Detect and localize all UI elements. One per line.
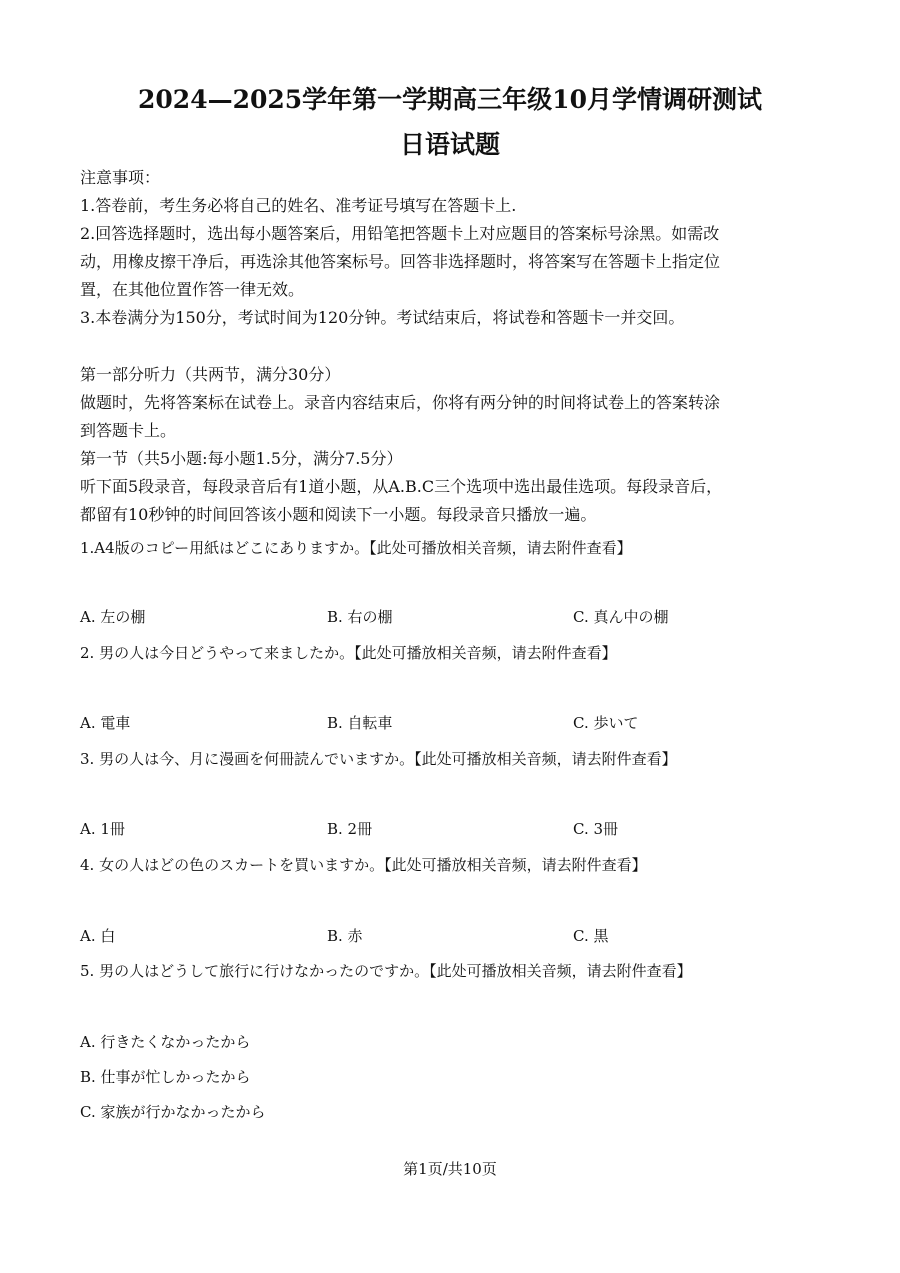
notice-line: 动，用橡皮擦干净后，再选涂其他答案标号。回答非选择题时，将答案写在答题卡上指定位 <box>80 252 721 271</box>
notice-line: 置，在其他位置作答一律无效。 <box>80 280 305 299</box>
section1-heading: 第一节（共5小题:每小题1.5分，满分7.5分） <box>80 449 403 468</box>
part1-instruction: 到答题卡上。 <box>80 421 177 440</box>
notice-line: 3.本卷满分为150分，考试时间为120分钟。考试结束后，将试卷和答题卡一并交回。 <box>80 308 685 327</box>
question-1: 1.A4版のコピー用紙はどこにありますか。【此处可播放相关音频，请去附件查看】 <box>80 539 632 557</box>
part1-heading: 第一部分听力（共两节，满分30分） <box>80 365 341 384</box>
part1-instruction: 做题时，先将答案标在试卷上。录音内容结束后，你将有两分钟的时间将试卷上的答案转涂 <box>80 393 721 412</box>
question-5-option-a: A. 行きたくなかったから <box>80 1033 251 1051</box>
question-1-option-c: C. 真ん中の棚 <box>573 608 669 626</box>
question-4-option-b: B. 赤 <box>327 927 363 945</box>
notice-line: 2.回答选择题时，选出每小题答案后，用铅笔把答题卡上对应题目的答案标号涂黑。如需改 <box>80 224 720 243</box>
question-2-option-c: C. 歩いて <box>573 714 639 732</box>
notice-heading: 注意事项： <box>80 168 161 187</box>
question-2-option-a: A. 電車 <box>80 714 131 732</box>
question-3-option-c: C. 3冊 <box>573 820 619 838</box>
page-number: 第1页/共10页 <box>403 1160 497 1178</box>
question-1-option-b: B. 右の棚 <box>327 608 393 626</box>
question-5-option-b: B. 仕事が忙しかったから <box>80 1068 251 1086</box>
question-4-option-c: C. 黒 <box>573 927 609 945</box>
question-4-option-a: A. 白 <box>80 927 116 945</box>
question-3-option-b: B. 2冊 <box>327 820 373 838</box>
question-5: 5. 男の人はどうして旅行に行けなかったのですか。【此处可播放相关音频，请去附件查看】 <box>80 962 692 980</box>
page-title: 2024—2025学年第一学期高三年级10月学情调研测试 <box>138 85 762 114</box>
question-5-option-c: C. 家族が行かなかったから <box>80 1103 266 1121</box>
section1-instruction: 听下面5段录音，每段录音后有1道小题，从A.B.C三个选项中选出最佳选项。每段录音后， <box>80 477 723 496</box>
question-3-option-a: A. 1冊 <box>80 820 125 838</box>
question-3: 3. 男の人は今、月に漫画を何冊読んでいますか。【此处可播放相关音频，请去附件查看】 <box>80 750 677 768</box>
question-1-option-a: A. 左の棚 <box>80 608 146 626</box>
notice-line: 1.答卷前，考生务必将自己的姓名、准考证号填写在答题卡上. <box>80 196 517 215</box>
question-2-option-b: B. 自転車 <box>327 714 393 732</box>
section1-instruction: 都留有10秒钟的时间回答该小题和阅读下一小题。每段录音只播放一遍。 <box>80 505 597 524</box>
question-2: 2. 男の人は今日どうやって来ましたか。【此处可播放相关音频，请去附件查看】 <box>80 644 617 662</box>
question-4: 4. 女の人はどの色のスカートを買いますか。【此处可播放相关音频，请去附件查看】 <box>80 856 647 874</box>
page-subtitle: 日语试题 <box>399 130 500 159</box>
